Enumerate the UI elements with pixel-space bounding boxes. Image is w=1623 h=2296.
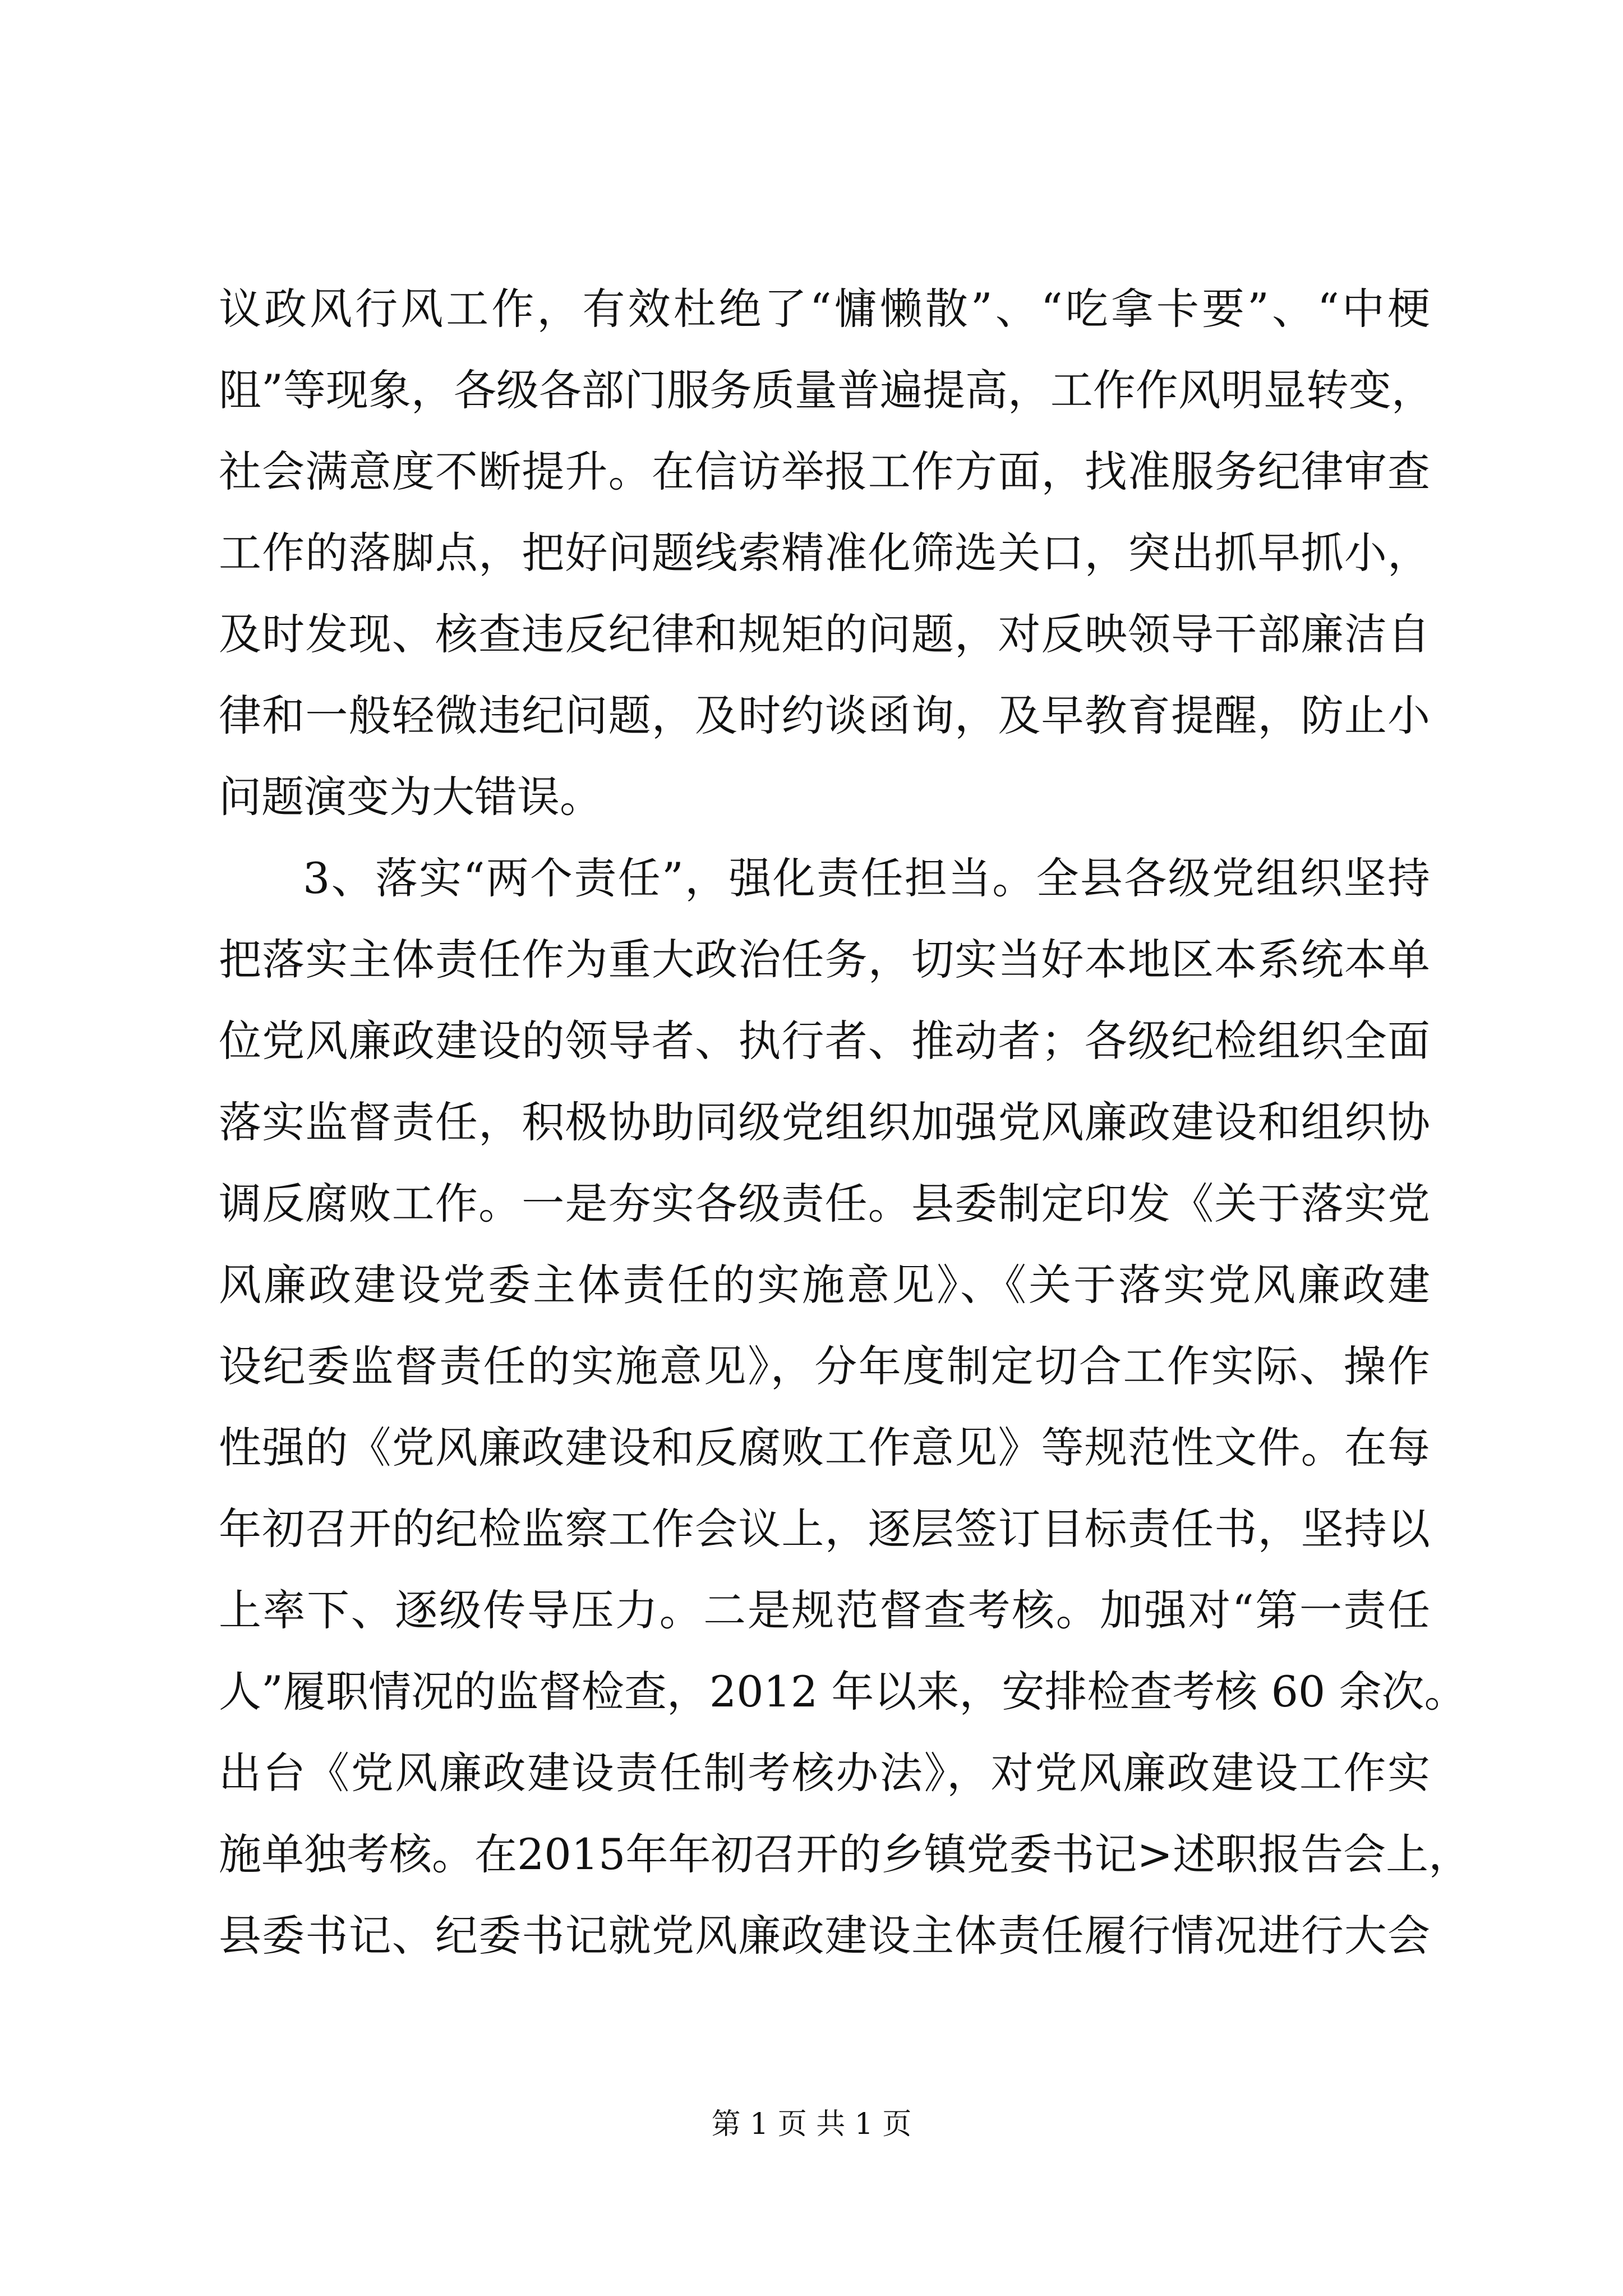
text-line: 位党风廉政建设的领导者、执行者、推动者；各级纪检组织全面 — [219, 1016, 1430, 1066]
text-line: 及时发现、核查违反纪律和规矩的问题，对反映领导干部廉洁自 — [219, 609, 1430, 659]
text-line: 落实监督责任，积极协助同级党组织加强党风廉政建设和组织协 — [219, 1097, 1430, 1147]
text-line: 阻”等现象，各级各部门服务质量普遍提高，工作作风明显转变， — [219, 365, 1434, 415]
text-line: 工作的落脚点，把好问题线索精准化筛选关口，突出抓早抓小， — [219, 528, 1430, 578]
text-line: 调反腐败工作。一是夯实各级责任。县委制定印发《关于落实党 — [219, 1179, 1430, 1228]
text-line: 议政风行风工作，有效杜绝了“慵懒散”、“吃拿卡要”、“中梗 — [219, 284, 1430, 334]
text-line: 施单独考核。在2015年年初召开的乡镇党委书记>述职报告会上， — [219, 1829, 1472, 1879]
text-line: 社会满意度不断提升。在信访举报工作方面，找准服务纪律审查 — [219, 447, 1430, 496]
text-line: 风廉政建设党委主体责任的实施意见》、《关于落实党风廉政建 — [219, 1260, 1430, 1310]
text-line: 把落实主体责任作为重大政治任务，切实当好本地区本系统本单 — [219, 935, 1430, 984]
text-line: 县委书记、纪委书记就党风廉政建设主体责任履行情况进行大会 — [219, 1911, 1430, 1961]
paragraph-start-line: 3、落实“两个责任”，强化责任担当。全县各级党组织坚持 — [303, 853, 1430, 903]
text-line: 律和一般轻微违纪问题，及时约谈函询，及早教育提醒，防止小 — [219, 691, 1430, 740]
text-line: 设纪委监督责任的实施意见》，分年度制定切合工作实际、操作 — [219, 1341, 1430, 1391]
text-line: 问题演变为大错误。 — [219, 772, 602, 822]
text-line: 人”履职情况的监督检查，2012 年以来，安排检查考核 60 余次。 — [219, 1667, 1467, 1717]
text-line: 出台《党风廉政建设责任制考核办法》，对党风廉政建设工作实 — [219, 1748, 1430, 1798]
text-line: 上率下、逐级传导压力。二是规范督查考核。加强对“第一责任 — [219, 1585, 1430, 1635]
text-line: 性强的《党风廉政建设和反腐败工作意见》等规范性文件。在每 — [219, 1423, 1430, 1473]
page-number-footer: 第 1 页 共 1 页 — [711, 2108, 912, 2141]
text-line: 年初召开的纪检监察工作会议上，逐层签订目标责任书，坚持以 — [219, 1504, 1430, 1554]
body-text — [219, 268, 1472, 1976]
